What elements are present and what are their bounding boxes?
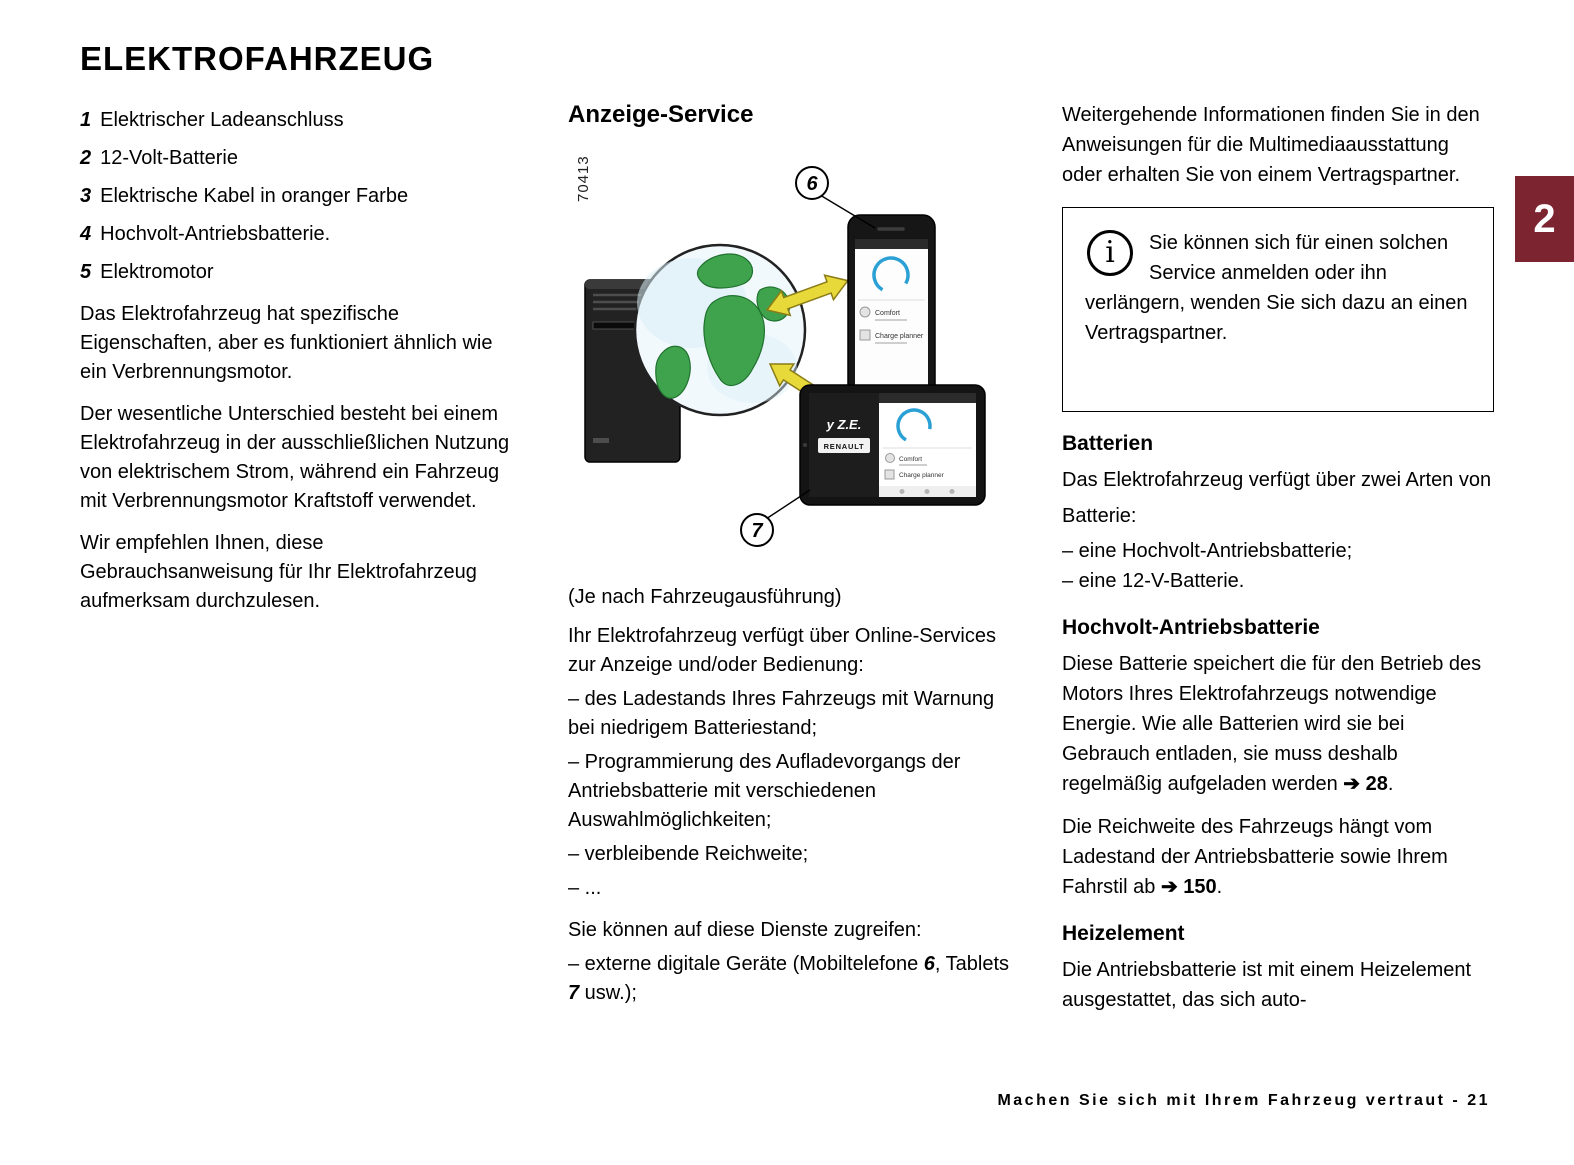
legend-item [80,220,510,249]
app-row-label: Comfort [899,456,923,463]
list-item: – ... [568,877,602,899]
tablet-illustration [800,385,985,505]
page-title: ELEKTROFAHRZEUG [80,40,435,77]
left-column [80,106,510,616]
legend-item [80,106,510,135]
legend-item-number: 4 [80,223,92,245]
legend-item [80,182,510,211]
legend-item-number: 1 [80,109,92,131]
legend-item-label: Hochvolt-Antriebsbatterie. [100,223,331,245]
variant-note: (Je nach Fahrzeugausführung) [568,586,842,608]
app-row-label: Comfort [875,310,900,317]
paragraph: Weitergehende Informationen finden Sie in den Anweisungen für die Multimediaausstattung oder erhalten Sie von einem Vertragspartner. [1062,104,1480,186]
legend-item [80,144,510,173]
callout-7-number: 7 [751,520,763,542]
chapter-tab [1515,176,1574,262]
paragraph: Batterie: [1062,505,1137,527]
callout-7 [741,490,810,546]
info-icon: i [1087,230,1133,276]
list-item: – externe digitale Geräte (Mobiltelefone 6, Tablets 7 usw.); [568,953,1010,1004]
paragraph: Das Elektrofahrzeug verfügt über zwei Arten von [1062,469,1492,491]
legend-item-number: 3 [80,185,92,207]
right-column [1062,100,1494,1015]
list-item: – Programmierung des Aufladevorgangs der Antriebsbatterie mit verschiedenen Auswahlmöglichkeiten; [568,751,961,831]
paragraph: Die Reichweite des Fahrzeugs hängt vom Ladestand der Antriebsbatterie sowie Ihrem Fahrstil ab ➔ 150. [1062,816,1448,898]
legend-item [80,258,510,287]
globe-illustration [635,245,805,415]
section-heading-anzeige-service: Anzeige-Service [568,101,754,128]
app-row-label: Charge planner [899,472,944,479]
figure-illustration [562,138,1007,568]
list-item: – eine 12-V-Batterie. [1062,570,1245,592]
legend-item-label: Elektrische Kabel in oranger Farbe [100,185,409,207]
legend-item-label: 12-Volt-Batterie [100,147,238,169]
paragraph: Diese Batterie speichert die für den Betrieb des Motors Ihres Elektrofahrzeugs notwendige Energie. Wie alle Batterien wird sie bei Gebrauch entladen, sie muss deshalb regelmäßig aufgeladen werden ➔ 28. [1062,653,1482,795]
paragraph: Wir empfehlen Ihnen, diese Gebrauchsanweisung für Ihr Elektrofahrzeug aufmerksam durchzulesen. [80,532,477,612]
list-item: – des Ladestands Ihres Fahrzeugs mit Warnung bei niedrigem Batteriestand; [568,688,995,739]
renault-logo-label: RENAULT [823,442,865,451]
callout-6-number: 6 [806,173,818,195]
tablet-brand-label: y Z.E. [826,417,862,432]
paragraph: Sie können auf diese Dienste zugreifen: [568,919,922,941]
paragraph: Ihr Elektrofahrzeug verfügt über Online-Services zur Anzeige und/oder Bedienung: [568,625,996,676]
figure-code: 70413 [575,155,592,202]
chapter-number: 2 [1533,196,1556,241]
info-box-text: Sie können sich für einen solchen Service anmelden oder ihn verlängern, wenden Sie sich dazu an einen Vertragspartner. [1085,232,1468,344]
paragraph: Die Antriebsbatterie ist mit einem Heizelement ausgestattet, das sich auto- [1062,959,1472,1011]
paragraph: Das Elektrofahrzeug hat spezifische Eigenschaften, aber es funktioniert ähnlich wie ein Verbrennungsmotor. [80,303,493,383]
section-heading-heizelement: Heizelement [1062,922,1185,945]
info-box [1062,207,1494,412]
legend-item-number: 2 [80,147,92,169]
legend-item-label: Elektrischer Ladeanschluss [100,109,344,131]
list-item: – verbleibende Reichweite; [568,843,809,865]
section-heading-batterien: Batterien [1062,432,1154,455]
legend-item-number: 5 [80,261,92,283]
section-heading-hochvolt-antriebsbatterie: Hochvolt-Antriebsbatterie [1062,616,1320,639]
legend-item-label: Elektromotor [100,261,214,283]
middle-column [568,583,1013,1008]
list-item: – eine Hochvolt-Antriebsbatterie; [1062,540,1353,562]
app-row-label: Charge planner [875,333,924,340]
footer-text: Machen Sie sich mit Ihrem Fahrzeug vertraut - 21 [997,1092,1490,1109]
paragraph: Der wesentliche Unterschied besteht bei einem Elektrofahrzeug in der ausschließlichen Nutzung von elektrischem Strom, während ein Fahrzeug mit Verbrennungsmotor Kraftstoff verwendet. [80,403,510,512]
